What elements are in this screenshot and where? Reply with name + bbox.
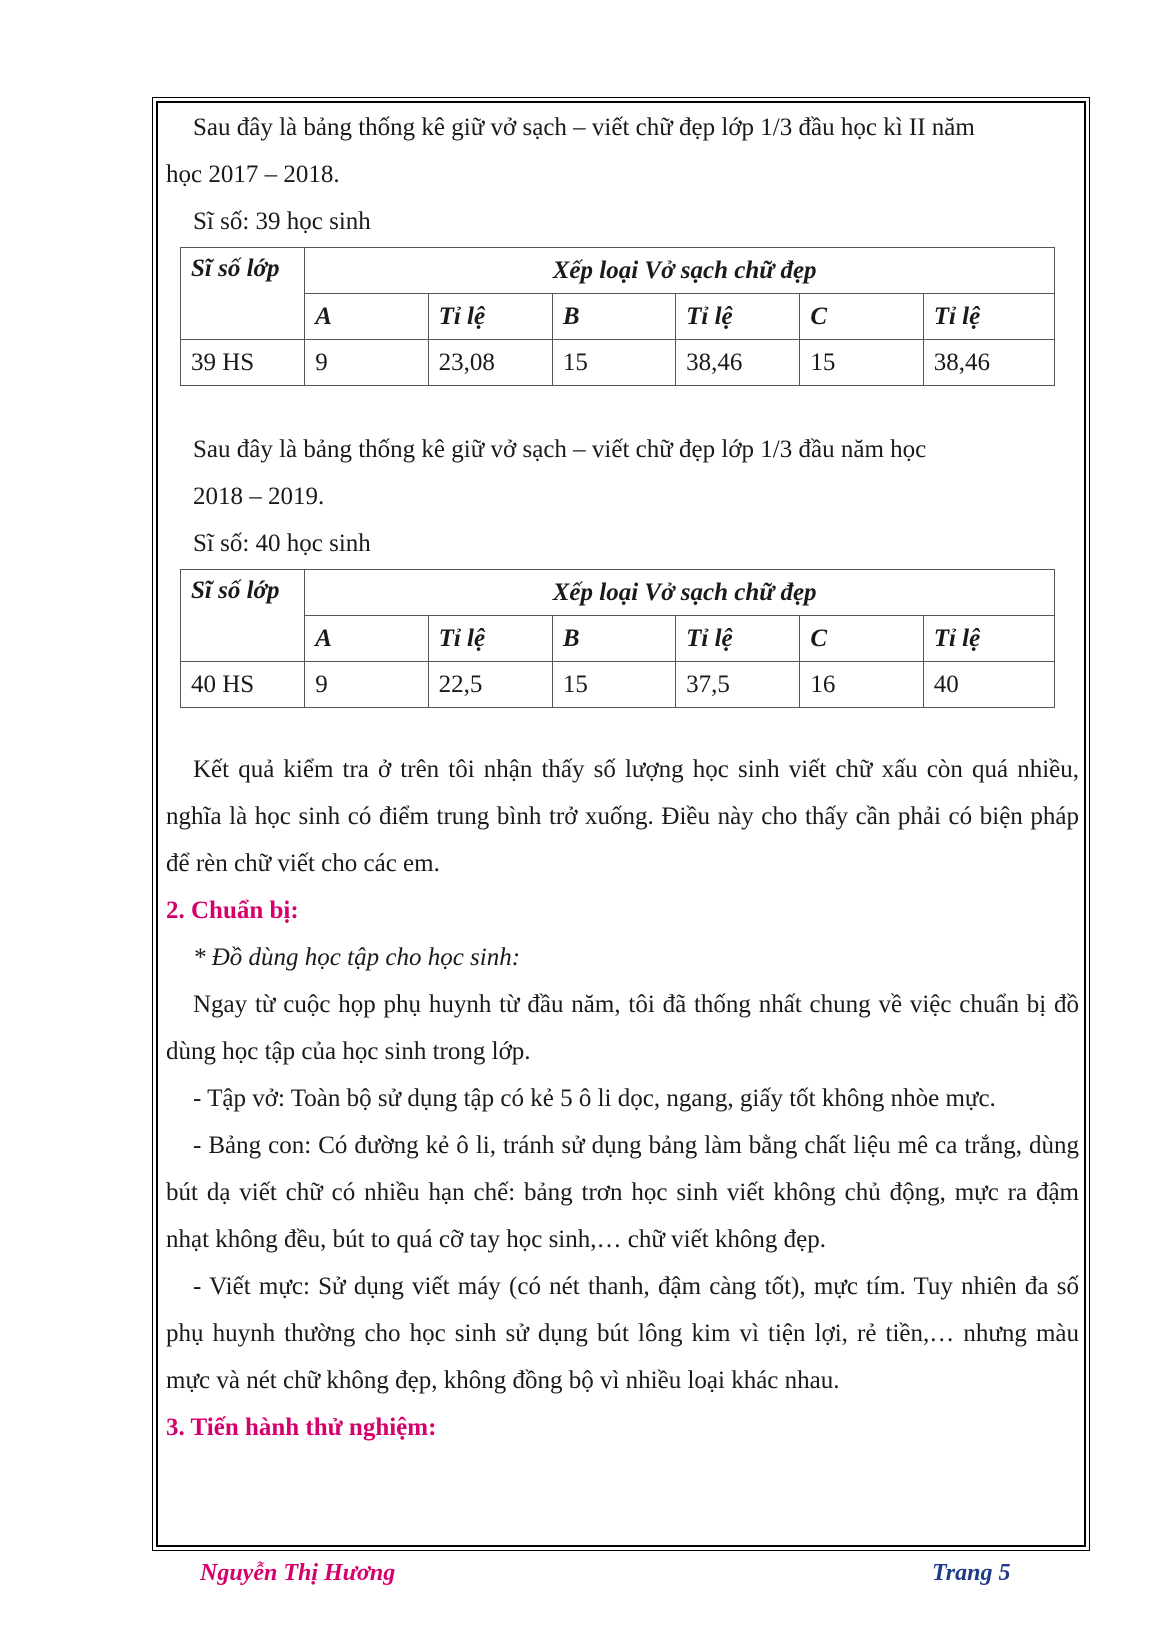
- table2-intro-line1: Sau đây là bảng thống kê giữ vở sạch – viết chữ đẹp lớp 1/3 đầu năm học: [193, 436, 927, 463]
- table1-intro-line1: Sau đây là bảng thống kê giữ vở sạch – viết chữ đẹp lớp 1/3 đầu học kì II năm: [193, 114, 975, 141]
- header-ratio-c: Tỉ lệ: [923, 294, 1054, 340]
- header-rating-group: Xếp loại Vở sạch chữ đẹp: [305, 570, 1055, 616]
- cell-ratio-c: 38,46: [923, 340, 1054, 386]
- cell-ratio-b: 37,5: [676, 662, 800, 708]
- section-heading-preparation: 2. Chuẩn bị:: [166, 897, 299, 924]
- table-row: [181, 340, 1055, 386]
- stats-table-2017: [180, 247, 1055, 386]
- cell-a: 9: [305, 662, 428, 708]
- conclusion-paragraph: Kết quả kiểm tra ở trên tôi nhận thấy số lượng học sinh viết chữ xấu còn quá nhiều, nghĩa là học sinh có điểm trung bình trở xuống. Điều này cho thấy cần phải có biện pháp để rèn chữ viết cho các em.: [166, 756, 1079, 877]
- header-ratio-b: Tỉ lệ: [676, 294, 800, 340]
- header-class-size: Sĩ số lớp: [181, 570, 305, 662]
- cell-b: 15: [552, 340, 675, 386]
- document-body: [166, 104, 1079, 1451]
- spacer: [166, 386, 1079, 426]
- header-b: B: [552, 294, 675, 340]
- table2-intro-line2: 2018 – 2019.: [193, 483, 325, 510]
- header-rating-group: Xếp loại Vở sạch chữ đẹp: [305, 248, 1055, 294]
- cell-ratio-a: 22,5: [428, 662, 552, 708]
- table1-class-size: Sĩ số: 39 học sinh: [193, 208, 371, 235]
- cell-ratio-b: 38,46: [676, 340, 800, 386]
- header-a: A: [305, 616, 428, 662]
- cell-c: 16: [800, 662, 923, 708]
- header-class-size: Sĩ số lớp: [181, 248, 305, 340]
- section-heading-experiment: 3. Tiến hành thử nghiệm:: [166, 1414, 437, 1441]
- header-ratio-b: Tỉ lệ: [676, 616, 800, 662]
- stats-table-2018: [180, 569, 1055, 708]
- footer-page-number: Trang 5: [932, 1560, 1011, 1586]
- cell-class-size: 40 HS: [181, 662, 305, 708]
- footer-author: Nguyễn Thị Hương: [200, 1560, 396, 1586]
- header-a: A: [305, 294, 428, 340]
- table-row: [181, 662, 1055, 708]
- header-ratio-a: Tỉ lệ: [428, 616, 552, 662]
- header-c: C: [800, 294, 923, 340]
- table2-class-size: Sĩ số: 40 học sinh: [193, 530, 371, 557]
- cell-ratio-a: 23,08: [428, 340, 552, 386]
- table2-intro: [166, 426, 1079, 520]
- cell-c: 15: [800, 340, 923, 386]
- table1-intro-line2: học 2017 – 2018.: [166, 161, 340, 188]
- list-item-ink-pens: - Viết mực: Sử dụng viết máy (có nét thanh, đậm càng tốt), mực tím. Tuy nhiên đa số phụ huynh thường cho học sinh sử dụng bút lông kim vì tiện lợi, rẻ tiền,… nhưng màu mực và nét chữ không đẹp, không đồng bộ vì nhiều loại khác nhau.: [166, 1273, 1079, 1394]
- cell-a: 9: [305, 340, 428, 386]
- table1-intro: [166, 104, 1079, 198]
- cell-ratio-c: 40: [923, 662, 1054, 708]
- header-b: B: [552, 616, 675, 662]
- cell-b: 15: [552, 662, 675, 708]
- list-item-slates: - Bảng con: Có đường kẻ ô li, tránh sử dụng bảng làm bằng chất liệu mê ca trắng, dùng bút dạ viết chữ có nhiều hạn chế: bảng trơn học sinh viết không chủ động, mực ra đậm nhạt không đều, bút to quá cỡ tay học sinh,… chữ viết không đẹp.: [166, 1132, 1079, 1253]
- spacer: [166, 708, 1079, 746]
- header-ratio-a: Tỉ lệ: [428, 294, 552, 340]
- header-ratio-c: Tỉ lệ: [923, 616, 1054, 662]
- cell-class-size: 39 HS: [181, 340, 305, 386]
- header-c: C: [800, 616, 923, 662]
- list-item-notebooks: - Tập vở: Toàn bộ sử dụng tập có kẻ 5 ô li dọc, ngang, giấy tốt không nhòe mực.: [193, 1085, 996, 1112]
- subheading-student-supplies: * Đồ dùng học tập cho học sinh:: [193, 944, 521, 971]
- paragraph-parent-meeting: Ngay từ cuộc họp phụ huynh từ đầu năm, tôi đã thống nhất chung về việc chuẩn bị đồ dùng học tập của học sinh trong lớp.: [166, 991, 1079, 1065]
